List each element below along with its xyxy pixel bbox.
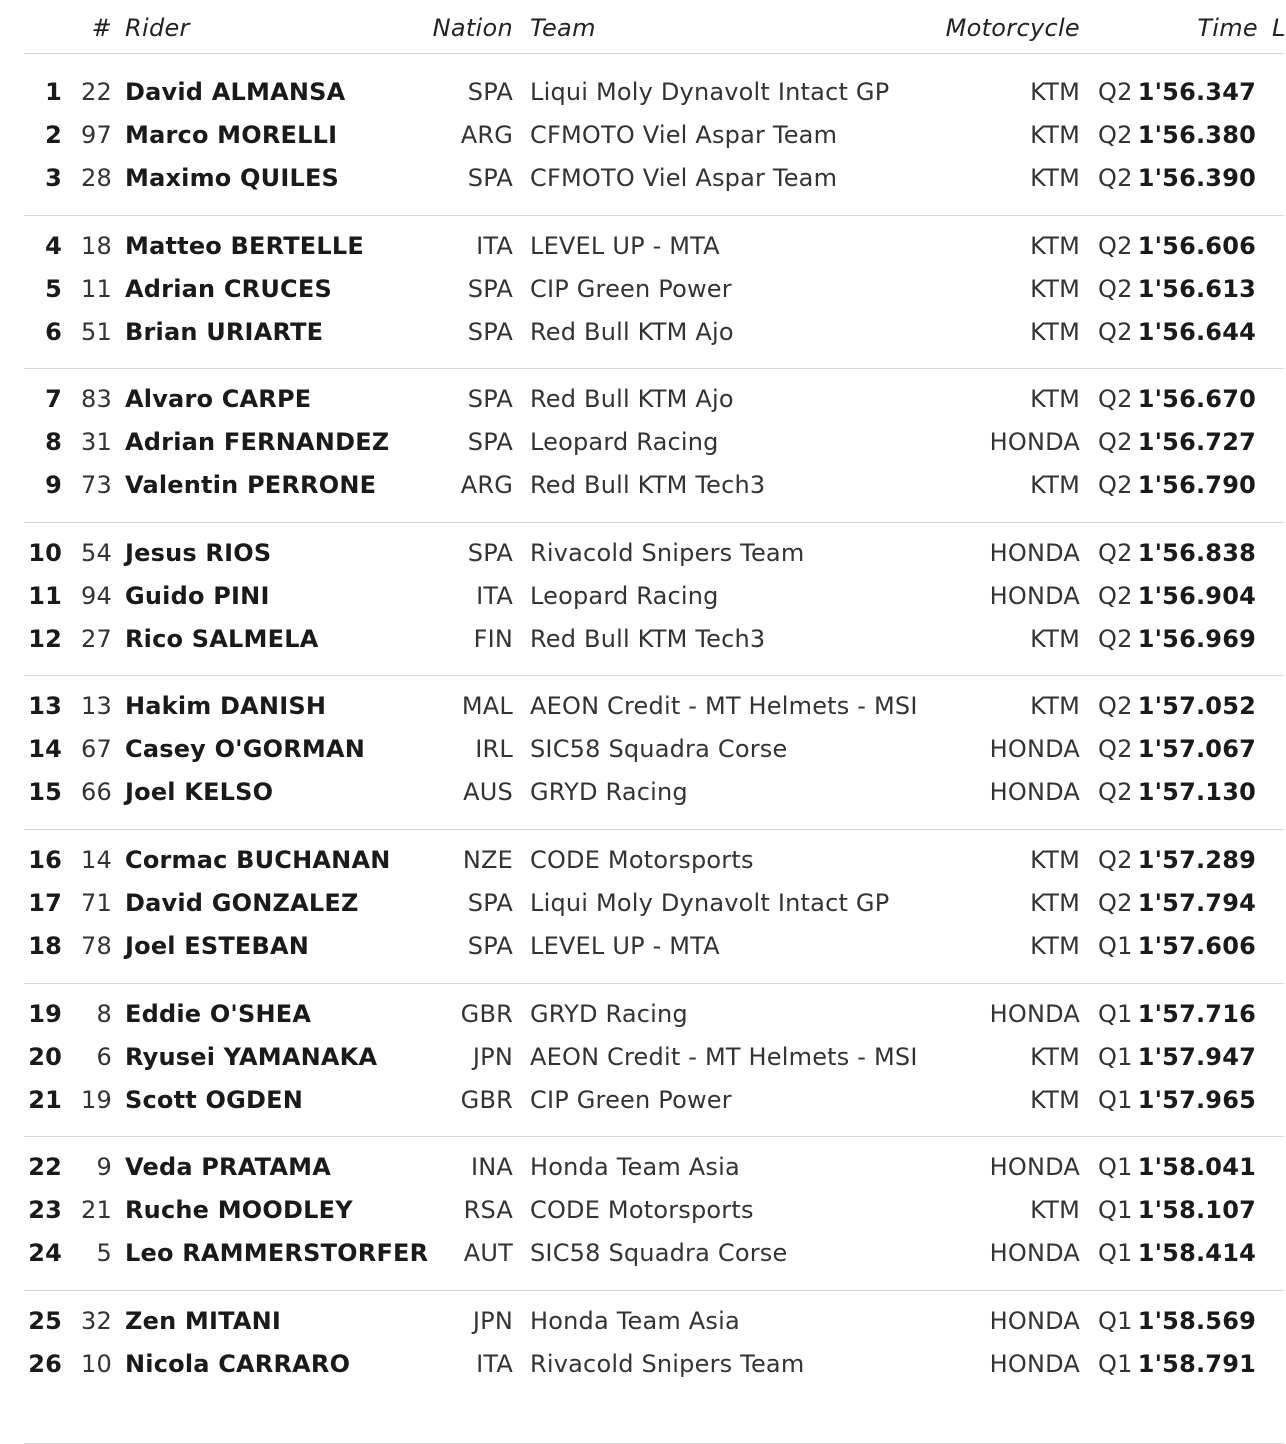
nation: GBR bbox=[460, 1085, 513, 1114]
session: Q2 bbox=[1098, 78, 1133, 106]
lap-time: 1'57.606 bbox=[1137, 931, 1256, 960]
rider-name: Jesus RIOS bbox=[125, 538, 272, 567]
nation: SPA bbox=[467, 428, 513, 457]
header-lap: L bbox=[1272, 14, 1286, 42]
session: Q1 bbox=[1098, 1196, 1133, 1225]
position: 15 bbox=[28, 778, 62, 807]
team: Red Bull KTM Tech3 bbox=[530, 624, 766, 653]
team: Red Bull KTM Ajo bbox=[530, 385, 734, 414]
rider-name: Ryusei YAMANAKA bbox=[125, 1042, 378, 1071]
motorcycle: KTM bbox=[1030, 1042, 1080, 1071]
lap-time: 1'57.965 bbox=[1137, 1085, 1256, 1114]
rider-name: Zen MITANI bbox=[125, 1306, 282, 1335]
rider-name: Cormac BUCHANAN bbox=[125, 845, 391, 874]
header-number: # bbox=[91, 14, 112, 42]
nation: SPA bbox=[467, 78, 513, 106]
table-row bbox=[0, 838, 1284, 881]
table-row bbox=[0, 377, 1284, 420]
lap-time: 1'56.969 bbox=[1137, 624, 1256, 653]
lap-time: 1'56.644 bbox=[1137, 317, 1256, 346]
rider-name: Adrian FERNANDEZ bbox=[125, 428, 390, 457]
position: 5 bbox=[45, 274, 62, 303]
session: Q1 bbox=[1098, 999, 1133, 1028]
header-nation: Nation bbox=[432, 14, 513, 42]
rider-number: 14 bbox=[81, 845, 112, 874]
rider-number: 9 bbox=[96, 1153, 112, 1182]
motorcycle: HONDA bbox=[989, 581, 1080, 610]
group-divider bbox=[24, 1136, 1284, 1137]
rider-number: 94 bbox=[81, 581, 112, 610]
team: AEON Credit - MT Helmets - MSI bbox=[530, 692, 918, 721]
nation: SPA bbox=[467, 538, 513, 567]
motorcycle: HONDA bbox=[989, 1349, 1080, 1378]
rider-name: Hakim DANISH bbox=[125, 692, 327, 721]
nation: SPA bbox=[467, 385, 513, 414]
team: CIP Green Power bbox=[530, 1085, 732, 1114]
motorcycle: KTM bbox=[1030, 164, 1080, 192]
lap-time: 1'57.067 bbox=[1137, 735, 1256, 764]
session: Q2 bbox=[1098, 471, 1133, 500]
position: 8 bbox=[45, 428, 62, 457]
position: 16 bbox=[28, 845, 62, 874]
nation: ITA bbox=[476, 231, 513, 260]
lap-time: 1'58.791 bbox=[1137, 1349, 1256, 1378]
team: Liqui Moly Dynavolt Intact GP bbox=[530, 888, 890, 917]
rider-name: Eddie O'SHEA bbox=[125, 999, 312, 1028]
motorcycle: KTM bbox=[1030, 274, 1080, 303]
lap-time: 1'57.130 bbox=[1137, 778, 1256, 807]
rider-number: 67 bbox=[81, 735, 112, 764]
rider-name: Marco MORELLI bbox=[125, 121, 338, 149]
nation: FIN bbox=[473, 624, 513, 653]
nation: ARG bbox=[460, 121, 513, 149]
table-row bbox=[0, 463, 1284, 506]
nation: INA bbox=[470, 1153, 513, 1182]
rider-name: Nicola CARRARO bbox=[125, 1349, 351, 1378]
lap-time: 1'56.380 bbox=[1137, 121, 1256, 149]
rider-number: 32 bbox=[81, 1306, 112, 1335]
results-table bbox=[0, 62, 1284, 1444]
motorcycle: KTM bbox=[1030, 317, 1080, 346]
lap-time: 1'56.606 bbox=[1137, 231, 1256, 260]
position: 1 bbox=[45, 78, 62, 106]
position: 14 bbox=[28, 735, 62, 764]
table-row bbox=[0, 1188, 1284, 1231]
nation: IRL bbox=[475, 735, 513, 764]
rider-name: Ruche MOODLEY bbox=[125, 1196, 353, 1225]
rider-number: 13 bbox=[81, 692, 112, 721]
position: 24 bbox=[28, 1239, 62, 1268]
rider-name: Matteo BERTELLE bbox=[125, 231, 364, 260]
rider-name: Rico SALMELA bbox=[125, 624, 319, 653]
result-group bbox=[0, 1299, 1284, 1444]
session: Q1 bbox=[1098, 1042, 1133, 1071]
team: SIC58 Squadra Corse bbox=[530, 735, 788, 764]
table-row bbox=[0, 1299, 1284, 1342]
position: 21 bbox=[28, 1085, 62, 1114]
rider-number: 71 bbox=[81, 888, 112, 917]
session: Q2 bbox=[1098, 428, 1133, 457]
rider-number: 6 bbox=[96, 1042, 112, 1071]
rider-number: 11 bbox=[81, 274, 112, 303]
rider-name: Alvaro CARPE bbox=[125, 385, 312, 414]
session: Q2 bbox=[1098, 778, 1133, 807]
team: CFMOTO Viel Aspar Team bbox=[530, 164, 838, 192]
nation: SPA bbox=[467, 888, 513, 917]
rider-number: 73 bbox=[81, 471, 112, 500]
table-header bbox=[0, 0, 1284, 54]
position: 9 bbox=[45, 471, 62, 500]
session: Q1 bbox=[1098, 1153, 1133, 1182]
team: Rivacold Snipers Team bbox=[530, 1349, 805, 1378]
position: 4 bbox=[45, 231, 62, 260]
header-time: Time bbox=[1197, 14, 1258, 42]
session: Q2 bbox=[1098, 385, 1133, 414]
session: Q1 bbox=[1098, 931, 1133, 960]
motorcycle: KTM bbox=[1030, 931, 1080, 960]
group-divider bbox=[24, 1290, 1284, 1291]
rider-number: 28 bbox=[81, 164, 112, 192]
table-row bbox=[0, 881, 1284, 924]
header-team: Team bbox=[530, 14, 596, 42]
session: Q2 bbox=[1098, 581, 1133, 610]
team: LEVEL UP - MTA bbox=[530, 931, 720, 960]
table-row bbox=[0, 727, 1284, 770]
position: 13 bbox=[28, 692, 62, 721]
rider-name: David ALMANSA bbox=[125, 78, 346, 106]
rider-number: 18 bbox=[81, 231, 112, 260]
lap-time: 1'58.107 bbox=[1137, 1196, 1256, 1225]
motorcycle: KTM bbox=[1030, 845, 1080, 874]
nation: SPA bbox=[467, 164, 513, 192]
team: Leopard Racing bbox=[530, 428, 719, 457]
motorcycle: HONDA bbox=[989, 735, 1080, 764]
session: Q2 bbox=[1098, 888, 1133, 917]
lap-time: 1'56.904 bbox=[1137, 581, 1256, 610]
lap-time: 1'57.716 bbox=[1137, 999, 1256, 1028]
header-motorcycle: Motorcycle bbox=[945, 14, 1080, 42]
rider-name: Adrian CRUCES bbox=[125, 274, 332, 303]
rider-number: 22 bbox=[81, 78, 112, 106]
table-row bbox=[0, 531, 1284, 574]
group-divider bbox=[24, 983, 1284, 984]
motorcycle: HONDA bbox=[989, 538, 1080, 567]
rider-number: 51 bbox=[81, 317, 112, 346]
result-group bbox=[0, 1145, 1284, 1291]
table-row bbox=[0, 1078, 1284, 1121]
nation: AUT bbox=[463, 1239, 513, 1268]
motorcycle: HONDA bbox=[989, 778, 1080, 807]
session: Q2 bbox=[1098, 121, 1133, 149]
rider-name: Casey O'GORMAN bbox=[125, 735, 366, 764]
group-divider bbox=[24, 368, 1284, 369]
rider-name: Joel ESTEBAN bbox=[125, 931, 310, 960]
nation: GBR bbox=[460, 999, 513, 1028]
session: Q2 bbox=[1098, 735, 1133, 764]
position: 11 bbox=[28, 581, 62, 610]
result-group bbox=[0, 992, 1284, 1138]
rider-number: 21 bbox=[81, 1196, 112, 1225]
motorcycle: KTM bbox=[1030, 1085, 1080, 1114]
position: 22 bbox=[28, 1153, 62, 1182]
team: AEON Credit - MT Helmets - MSI bbox=[530, 1042, 918, 1071]
lap-time: 1'57.794 bbox=[1137, 888, 1256, 917]
motorcycle: HONDA bbox=[989, 428, 1080, 457]
lap-time: 1'58.041 bbox=[1137, 1153, 1256, 1182]
rider-number: 97 bbox=[81, 121, 112, 149]
rider-number: 83 bbox=[81, 385, 112, 414]
motorcycle: KTM bbox=[1030, 692, 1080, 721]
motorcycle: KTM bbox=[1030, 231, 1080, 260]
team: Red Bull KTM Tech3 bbox=[530, 471, 766, 500]
nation: JPN bbox=[472, 1306, 513, 1335]
team: Liqui Moly Dynavolt Intact GP bbox=[530, 78, 890, 106]
table-row bbox=[0, 574, 1284, 617]
table-row bbox=[0, 684, 1284, 727]
position: 17 bbox=[28, 888, 62, 917]
rider-name: Maximo QUILES bbox=[125, 164, 340, 192]
team: Honda Team Asia bbox=[530, 1306, 740, 1335]
session: Q2 bbox=[1098, 164, 1133, 192]
table-row bbox=[0, 1231, 1284, 1274]
group-divider bbox=[24, 522, 1284, 523]
team: Honda Team Asia bbox=[530, 1153, 740, 1182]
result-group bbox=[0, 531, 1284, 677]
session: Q2 bbox=[1098, 624, 1133, 653]
motorcycle: KTM bbox=[1030, 1196, 1080, 1225]
lap-time: 1'58.569 bbox=[1137, 1306, 1256, 1335]
rider-name: David GONZALEZ bbox=[125, 888, 359, 917]
nation: RSA bbox=[463, 1196, 513, 1225]
team: LEVEL UP - MTA bbox=[530, 231, 720, 260]
team: Red Bull KTM Ajo bbox=[530, 317, 734, 346]
nation: ITA bbox=[476, 1349, 513, 1378]
lap-time: 1'57.052 bbox=[1137, 692, 1256, 721]
nation: SPA bbox=[467, 317, 513, 346]
lap-time: 1'56.670 bbox=[1137, 385, 1256, 414]
motorcycle: HONDA bbox=[989, 1306, 1080, 1335]
position: 6 bbox=[45, 317, 62, 346]
nation: ARG bbox=[460, 471, 513, 500]
nation: MAL bbox=[461, 692, 513, 721]
group-divider bbox=[24, 215, 1284, 216]
lap-time: 1'58.414 bbox=[1137, 1239, 1256, 1268]
nation: ITA bbox=[476, 581, 513, 610]
rider-name: Leo RAMMERSTORFER bbox=[125, 1239, 429, 1268]
result-group bbox=[0, 224, 1284, 370]
session: Q2 bbox=[1098, 274, 1133, 303]
position: 2 bbox=[45, 121, 62, 149]
rider-number: 78 bbox=[81, 931, 112, 960]
rider-name: Joel KELSO bbox=[125, 778, 274, 807]
lap-time: 1'56.838 bbox=[1137, 538, 1256, 567]
table-row bbox=[0, 156, 1284, 199]
result-group bbox=[0, 838, 1284, 984]
team: Leopard Racing bbox=[530, 581, 719, 610]
group-divider bbox=[24, 829, 1284, 830]
motorcycle: HONDA bbox=[989, 1153, 1080, 1182]
team: SIC58 Squadra Corse bbox=[530, 1239, 788, 1268]
team: CODE Motorsports bbox=[530, 845, 754, 874]
group-divider bbox=[24, 675, 1284, 676]
lap-time: 1'56.390 bbox=[1137, 164, 1256, 192]
nation: SPA bbox=[467, 931, 513, 960]
lap-time: 1'56.347 bbox=[1137, 78, 1256, 106]
position: 18 bbox=[28, 931, 62, 960]
rider-number: 66 bbox=[81, 778, 112, 807]
lap-time: 1'57.289 bbox=[1137, 845, 1256, 874]
rider-name: Valentin PERRONE bbox=[125, 471, 377, 500]
result-group bbox=[0, 684, 1284, 830]
result-group bbox=[0, 377, 1284, 523]
session: Q1 bbox=[1098, 1239, 1133, 1268]
position: 19 bbox=[28, 999, 62, 1028]
rider-number: 5 bbox=[96, 1239, 112, 1268]
rider-number: 8 bbox=[96, 999, 112, 1028]
motorcycle: KTM bbox=[1030, 385, 1080, 414]
rider-number: 19 bbox=[81, 1085, 112, 1114]
rider-name: Guido PINI bbox=[125, 581, 270, 610]
nation: AUS bbox=[463, 778, 513, 807]
team: GRYD Racing bbox=[530, 778, 688, 807]
lap-time: 1'56.790 bbox=[1137, 471, 1256, 500]
position: 12 bbox=[28, 624, 62, 653]
table-row bbox=[0, 992, 1284, 1035]
motorcycle: KTM bbox=[1030, 471, 1080, 500]
nation: SPA bbox=[467, 274, 513, 303]
position: 26 bbox=[28, 1349, 62, 1378]
motorcycle: HONDA bbox=[989, 1239, 1080, 1268]
table-row bbox=[0, 1342, 1284, 1385]
team: Rivacold Snipers Team bbox=[530, 538, 805, 567]
nation: JPN bbox=[472, 1042, 513, 1071]
rider-number: 27 bbox=[81, 624, 112, 653]
rider-number: 10 bbox=[81, 1349, 112, 1378]
position: 3 bbox=[45, 164, 62, 192]
session: Q1 bbox=[1098, 1085, 1133, 1114]
rider-number: 54 bbox=[81, 538, 112, 567]
rider-name: Scott OGDEN bbox=[125, 1085, 304, 1114]
motorcycle: KTM bbox=[1030, 78, 1080, 106]
result-group bbox=[0, 70, 1284, 216]
table-row bbox=[0, 617, 1284, 660]
header-divider bbox=[24, 53, 1284, 54]
session: Q2 bbox=[1098, 317, 1133, 346]
session: Q2 bbox=[1098, 845, 1133, 874]
table-row bbox=[0, 1035, 1284, 1078]
position: 10 bbox=[28, 538, 62, 567]
team: CFMOTO Viel Aspar Team bbox=[530, 121, 838, 149]
motorcycle: KTM bbox=[1030, 624, 1080, 653]
session: Q1 bbox=[1098, 1349, 1133, 1378]
table-row bbox=[0, 224, 1284, 267]
session: Q1 bbox=[1098, 1306, 1133, 1335]
table-row bbox=[0, 924, 1284, 967]
team: CODE Motorsports bbox=[530, 1196, 754, 1225]
rider-name: Brian URIARTE bbox=[125, 317, 324, 346]
table-row bbox=[0, 310, 1284, 353]
session: Q2 bbox=[1098, 538, 1133, 567]
lap-time: 1'56.727 bbox=[1137, 428, 1256, 457]
team: GRYD Racing bbox=[530, 999, 688, 1028]
position: 23 bbox=[28, 1196, 62, 1225]
lap-time: 1'57.947 bbox=[1137, 1042, 1256, 1071]
nation: NZE bbox=[462, 845, 513, 874]
session: Q2 bbox=[1098, 692, 1133, 721]
table-row bbox=[0, 420, 1284, 463]
table-row bbox=[0, 770, 1284, 813]
lap-time: 1'56.613 bbox=[1137, 274, 1256, 303]
position: 7 bbox=[45, 385, 62, 414]
table-row bbox=[0, 267, 1284, 310]
header-rider: Rider bbox=[125, 14, 190, 42]
table-row bbox=[0, 70, 1284, 113]
table-row bbox=[0, 1145, 1284, 1188]
rider-name: Veda PRATAMA bbox=[125, 1153, 331, 1182]
session: Q2 bbox=[1098, 231, 1133, 260]
motorcycle: KTM bbox=[1030, 121, 1080, 149]
position: 20 bbox=[28, 1042, 62, 1071]
position: 25 bbox=[28, 1306, 62, 1335]
table-row bbox=[0, 113, 1284, 156]
team: CIP Green Power bbox=[530, 274, 732, 303]
motorcycle: HONDA bbox=[989, 999, 1080, 1028]
motorcycle: KTM bbox=[1030, 888, 1080, 917]
rider-number: 31 bbox=[81, 428, 112, 457]
